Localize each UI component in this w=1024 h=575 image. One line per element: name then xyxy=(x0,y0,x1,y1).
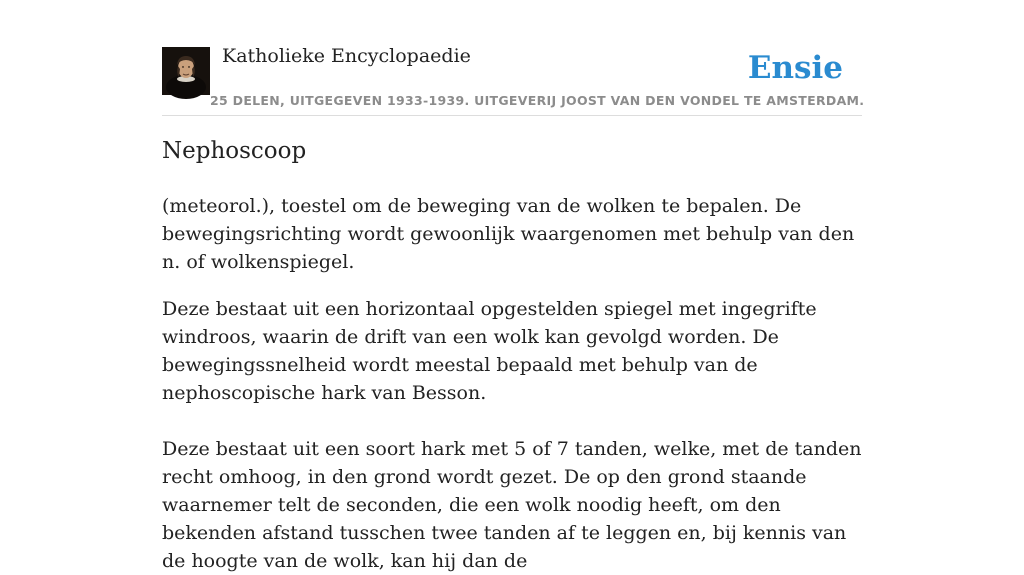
avatar[interactable] xyxy=(162,47,210,95)
article-title: Nephoscoop xyxy=(162,138,307,164)
page-container xyxy=(162,0,865,572)
article-body xyxy=(162,192,862,575)
article-paragraph: Deze bestaat uit een horizontaal opgestelden spiegel met ingegrifte windroos, waarin de drift van een wolk kan gevolgd worden. De bewegingssnelheid wordt meestal bepaald met behulp van de nephoscopische hark van Besson. xyxy=(162,298,817,404)
article-paragraph: Deze bestaat uit een soort hark met 5 of 7 tanden, welke, met de tanden recht omhoog, in den grond wordt gezet. De op den grond staande waarnemer telt de seconden, die een wolk noodig heeft, om den bekenden afstand tusschen twee tanden af te leggen en, bij kennis van de hoogte van de wolk, kan hij dan de xyxy=(162,438,862,572)
publication-header xyxy=(162,0,865,116)
publication-subtitle: 25 DELEN, UITGEGEVEN 1933-1939. UITGEVERIJ JOOST VAN DEN VONDEL TE AMSTERDAM. xyxy=(210,93,865,108)
publication-title[interactable]: Katholieke Encyclopaedie xyxy=(222,45,471,67)
portrait-avatar-icon xyxy=(162,47,210,95)
article-paragraph: (meteorol.), toestel om de beweging van de wolken te bepalen. De bewegingsrichting wordt gewoonlijk waargenomen met behulp van den n. of wolkenspiegel. xyxy=(162,195,855,273)
ensie-logo-link[interactable]: Ensie xyxy=(747,50,843,86)
